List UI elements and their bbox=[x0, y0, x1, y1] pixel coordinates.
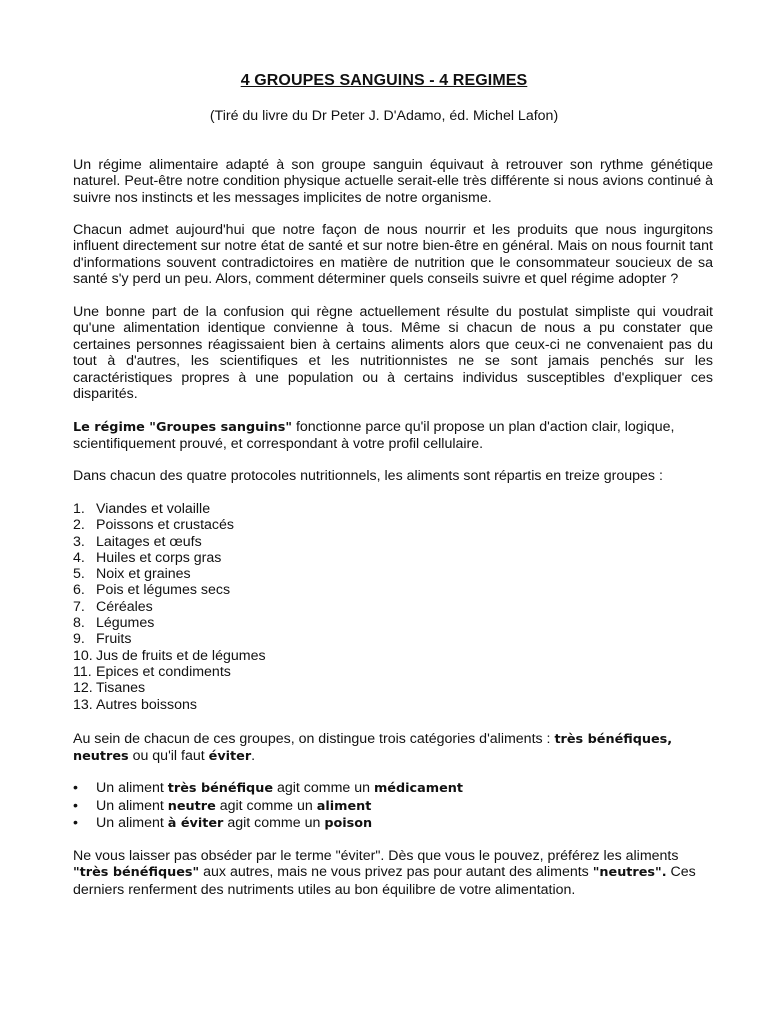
categories-bullet-list bbox=[73, 780, 713, 833]
list-item-label: Poissons et crustacés bbox=[96, 517, 234, 534]
list-item bbox=[73, 582, 713, 598]
bullet-text: agit comme un bbox=[273, 780, 374, 796]
list-item-number: 13. bbox=[73, 696, 93, 713]
categories-bold-tres-benefiques: très bénéfiques, bbox=[554, 732, 673, 747]
bullet-text: agit comme un bbox=[215, 797, 317, 814]
list-item-number: 2. bbox=[73, 517, 85, 534]
list-item-number: 7. bbox=[73, 598, 85, 615]
list-item-number: 10. bbox=[73, 647, 93, 664]
categories-text: . bbox=[251, 748, 256, 765]
list-item-label: Autres boissons bbox=[96, 696, 197, 713]
advice-bold-tres-benefiques: "très bénéfiques" bbox=[73, 865, 200, 881]
bullet-text: Un aliment bbox=[96, 815, 168, 831]
list-item bbox=[73, 680, 713, 696]
bullet-text: Un aliment bbox=[96, 797, 168, 814]
list-item-number: 11. bbox=[73, 663, 92, 680]
bullet-text: agit comme un bbox=[223, 815, 325, 831]
categories-bold-neutres: neutres bbox=[73, 749, 129, 765]
bullet-icon: • bbox=[73, 815, 78, 831]
bullet-icon: • bbox=[73, 780, 78, 796]
bullet-bold-category: neutre bbox=[167, 798, 216, 814]
paragraph-nutrition: Chacun admet aujourd'hui que notre façon de nous nourrir et les produits que nous ingurgitons influent directement sur notre état de santé et sur notre bien-être en général. Mais on nous fournit tant d'informations souvent contradictoires en matière de nutrition que le consommateur soucieux de sa santé s'y perd un peu. Alors, comment déterminer quels conseils suivre et quel régime adopter ? bbox=[73, 222, 713, 288]
list-item bbox=[73, 501, 713, 517]
list-item-label: Noix et graines bbox=[96, 566, 191, 583]
categories-text: ou qu'il faut bbox=[128, 748, 209, 765]
advice-text: Ces derniers renferment des nutriments utiles au bon équilibre de votre alimentation. bbox=[73, 864, 696, 898]
bullet-bold-effect: aliment bbox=[316, 798, 372, 814]
list-item-number: 9. bbox=[73, 631, 85, 648]
bullet-text: Un aliment bbox=[96, 780, 168, 796]
list-item-number: 1. bbox=[73, 501, 85, 517]
paragraph-confusion: Une bonne part de la confusion qui règne actuellement résulte du postulat simpliste qui voudrait qu'une alimentation identique convienne à tous. Même si chacun de nous a pu constater que certaines personnes réagissaient bien à certains aliments alors que ceux-ci ne convenaient pas du tout à d'autres, les scientifiques et les nutritionnistes ne se sont jamais penchés sur les caractéristiques propres à une population ou à certains individus susceptibles d'expliquer ces disparités. bbox=[73, 304, 713, 403]
list-item-label: Fruits bbox=[96, 631, 132, 648]
bullet-item bbox=[73, 780, 713, 798]
list-item bbox=[73, 550, 713, 566]
bullet-item bbox=[73, 815, 713, 833]
categories-text: Au sein de chacun de ces groupes, on distingue trois catégories d'aliments : bbox=[73, 731, 555, 747]
list-item bbox=[73, 615, 713, 631]
list-item-label: Jus de fruits et de légumes bbox=[96, 647, 266, 664]
bullet-icon: • bbox=[73, 797, 78, 814]
regime-text: fonctionne parce qu'il propose un plan d'action clair, logique, scientifiquement prouvé, et correspondant à votre profil cellulaire. bbox=[73, 419, 675, 453]
bullet-bold-category: à éviter bbox=[167, 816, 224, 831]
list-item bbox=[73, 631, 713, 647]
advice-text: aux autres, mais ne vous privez pas pour autant des aliments bbox=[199, 864, 593, 881]
paragraph-categories bbox=[73, 731, 713, 766]
list-item bbox=[73, 599, 713, 615]
list-item-number: 3. bbox=[73, 533, 85, 550]
list-item bbox=[73, 648, 713, 664]
list-item-number: 5. bbox=[73, 566, 85, 583]
list-item-label: Pois et légumes secs bbox=[96, 582, 231, 599]
list-item-number: 12. bbox=[73, 680, 93, 697]
list-item-label: Epices et condiments bbox=[96, 663, 231, 680]
list-item-label: Huiles et corps gras bbox=[96, 549, 222, 566]
list-item bbox=[73, 566, 713, 582]
paragraph-groups-intro: Dans chacun des quatre protocoles nutritionnels, les aliments sont répartis en treize groupes : bbox=[73, 468, 663, 484]
list-item-label: Laitages et œufs bbox=[96, 533, 202, 550]
list-item-label: Viandes et volaille bbox=[96, 501, 211, 517]
bullet-bold-effect: poison bbox=[324, 816, 373, 831]
list-item-label: Tisanes bbox=[96, 680, 146, 697]
list-item-number: 6. bbox=[73, 582, 85, 599]
paragraph-regime bbox=[73, 419, 713, 453]
list-item-label: Céréales bbox=[96, 598, 153, 615]
list-item bbox=[73, 664, 713, 680]
regime-bold-text: Le régime "Groupes sanguins" bbox=[73, 420, 293, 435]
bullet-bold-effect: médicament bbox=[373, 781, 463, 796]
list-item bbox=[73, 534, 713, 550]
document-title: 4 GROUPES SANGUINS - 4 REGIMES bbox=[240, 72, 528, 89]
list-item-label: Légumes bbox=[96, 615, 155, 632]
advice-bold-neutres: "neutres". bbox=[592, 865, 667, 881]
list-item-number: 8. bbox=[73, 615, 85, 632]
list-item bbox=[73, 517, 713, 533]
document-subtitle: (Tiré du livre du Dr Peter J. D'Adamo, éd. Michel Lafon) bbox=[209, 108, 559, 124]
bullet-item bbox=[73, 798, 713, 816]
bullet-bold-category: très bénéfique bbox=[167, 781, 274, 796]
paragraph-advice bbox=[73, 848, 713, 898]
food-groups-list bbox=[73, 501, 713, 713]
list-item-number: 4. bbox=[73, 549, 85, 566]
categories-bold-eviter: éviter bbox=[208, 749, 252, 765]
paragraph-intro: Un régime alimentaire adapté à son groupe sanguin équivaut à retrouver son rythme génétique naturel. Peut-être notre condition physique actuelle serait-elle très différente si nous avions continué à suivre nos instincts et les messages implicites de notre organisme. bbox=[73, 157, 713, 206]
list-item bbox=[73, 697, 713, 713]
advice-text: Ne vous laisser pas obséder par le terme "éviter". Dès que vous le pouvez, préférez les aliments bbox=[73, 848, 679, 864]
